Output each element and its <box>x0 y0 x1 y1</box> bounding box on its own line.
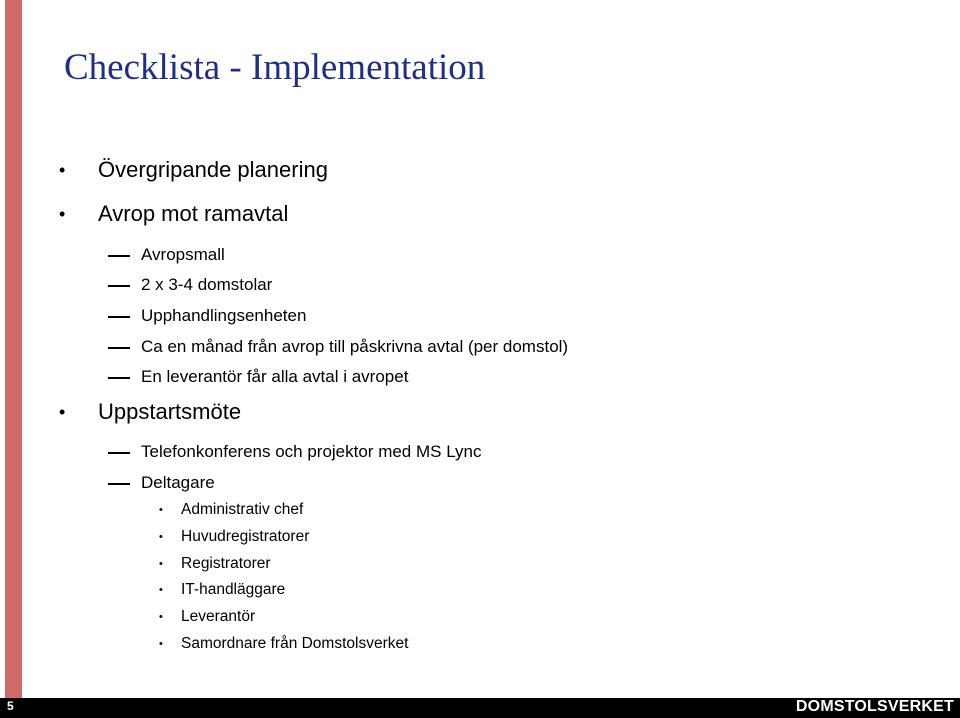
dash-icon <box>108 347 130 349</box>
slide-title: Checklista - Implementation <box>64 47 486 88</box>
list-item <box>141 442 482 462</box>
list-item-text: Huvudregistratorer <box>181 528 310 545</box>
list-item <box>141 337 568 357</box>
list-item-text: Administrativ chef <box>181 501 304 518</box>
list-item <box>141 367 408 387</box>
list-item <box>59 399 242 425</box>
list-item-text: Registratorer <box>181 555 271 572</box>
list-item <box>141 473 215 493</box>
list-item-text: 2 x 3-4 domstolar <box>141 275 273 294</box>
bullet-icon: • <box>59 159 66 180</box>
bullet-icon: • <box>159 504 163 516</box>
brand-logo-text: DOMSTOLSVERKET <box>795 698 954 715</box>
list-item-text: Samordnare från Domstolsverket <box>181 635 409 652</box>
list-item <box>159 528 310 546</box>
list-item <box>59 157 328 183</box>
bullet-icon: • <box>159 558 163 570</box>
left-accent-bar <box>5 0 22 698</box>
page-number: 5 <box>7 699 14 713</box>
list-item-text: Övergripande planering <box>98 157 328 182</box>
list-item <box>59 201 289 227</box>
footer-bar <box>0 698 960 718</box>
list-item-text: IT-handläggare <box>181 581 286 598</box>
bullet-icon: • <box>59 401 66 422</box>
dash-icon <box>108 285 130 287</box>
list-item-text: Deltagare <box>141 473 215 492</box>
bullet-icon: • <box>159 531 163 543</box>
dash-icon <box>108 255 130 257</box>
list-item-text: En leverantör får alla avtal i avropet <box>141 367 409 386</box>
list-item <box>159 555 271 573</box>
list-item-text: Telefonkonferens och projektor med MS Lync <box>141 442 482 461</box>
list-item <box>141 275 272 295</box>
list-item-text: Leverantör <box>181 608 256 625</box>
list-item-text: Avrop mot ramavtal <box>98 201 289 226</box>
list-item <box>141 306 306 326</box>
bullet-icon: • <box>59 203 66 224</box>
dash-icon <box>108 316 130 318</box>
dash-icon <box>108 377 130 379</box>
list-item-text: Uppstartsmöte <box>98 399 242 424</box>
dash-icon <box>108 452 130 454</box>
list-item <box>159 501 304 519</box>
dash-icon <box>108 483 130 485</box>
list-item-text: Upphandlingsenheten <box>141 306 307 325</box>
list-item <box>141 245 225 265</box>
list-item <box>159 581 286 599</box>
list-item <box>159 608 256 626</box>
bullet-icon: • <box>159 584 163 596</box>
list-item-text: Avropsmall <box>141 245 225 264</box>
list-item-text: Ca en månad från avrop till påskrivna avtal (per domstol) <box>141 337 569 356</box>
bullet-icon: • <box>159 611 163 623</box>
bullet-icon: • <box>159 638 163 650</box>
list-item <box>159 635 409 653</box>
